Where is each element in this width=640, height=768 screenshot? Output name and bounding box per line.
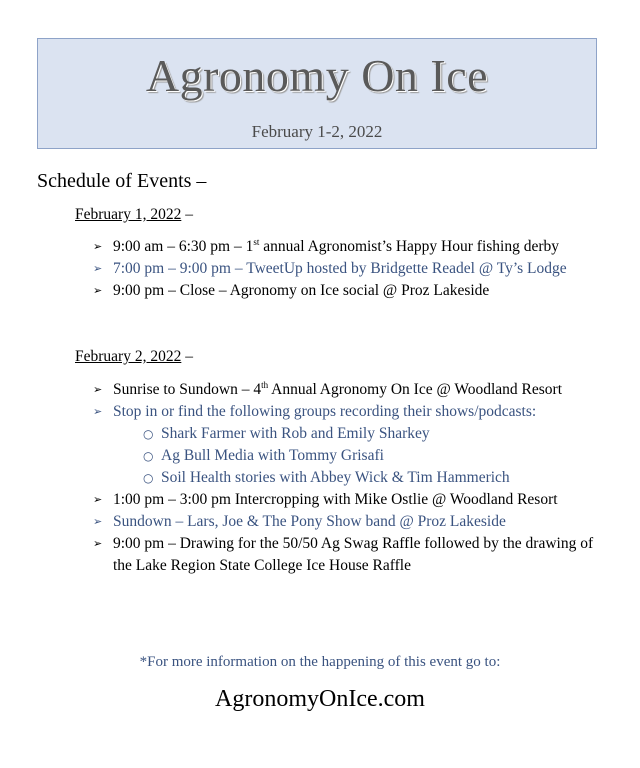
arrowhead-bullet-icon: ➢: [93, 240, 103, 253]
day-date-label: February 1, 2022: [75, 206, 182, 223]
day-dash: –: [181, 348, 193, 365]
list-item: ➢ 9:00 pm – Close – Agronomy on Ice social @ Proz Lakeside: [93, 280, 567, 302]
info-note: *For more information on the happening of this event go to:: [139, 654, 501, 670]
day-heading-feb-1: [75, 206, 193, 224]
list-item: ➢ 7:00 pm – 9:00 pm – TweetUp hosted by Bridgette Readel @ Ty’s Lodge: [93, 258, 567, 280]
list-item: ➢ 9:00 am – 6:30 pm – 1st annual Agronomist’s Happy Hour fishing derby: [93, 236, 567, 258]
day-date-label: February 2, 2022: [75, 348, 182, 365]
page-title: Agronomy On Ice: [145, 50, 489, 101]
list-item: ➢ Sunrise to Sundown – 4th Annual Agronomy On Ice @ Woodland Resort: [93, 379, 603, 401]
arrowhead-bullet-icon: ➢: [93, 262, 103, 275]
arrowhead-bullet-icon: ➢: [93, 405, 103, 418]
event-list-feb-2: [93, 379, 603, 577]
schedule-heading: Schedule of Events –: [37, 170, 207, 192]
day-heading-feb-2: [75, 348, 193, 366]
list-item: ○ Shark Farmer with Rob and Emily Sharkey: [143, 423, 603, 445]
list-item: ➢ Stop in or find the following groups recording their shows/podcasts: ○ Shark Farmer with Rob and Emily Sharkey ○ Ag Bull Media with Tommy Grisafi ○ Soil Health stories with Abbey Wick & Tim Hammerich: [93, 401, 603, 489]
podcast-sublist: [113, 423, 603, 489]
list-item: ➢ Sundown – Lars, Joe & The Pony Show band @ Proz Lakeside: [93, 511, 603, 533]
circle-bullet-icon: ○: [143, 449, 154, 463]
arrowhead-bullet-icon: ➢: [93, 383, 103, 396]
list-item: ○ Ag Bull Media with Tommy Grisafi: [143, 445, 603, 467]
header-box: [37, 38, 597, 149]
arrowhead-bullet-icon: ➢: [93, 493, 103, 506]
list-item: ○ Soil Health stories with Abbey Wick & Tim Hammerich: [143, 467, 603, 489]
website-link[interactable]: AgronomyOnIce.com: [215, 686, 425, 712]
arrowhead-bullet-icon: ➢: [93, 284, 103, 297]
circle-bullet-icon: ○: [143, 471, 154, 485]
event-date: February 1-2, 2022: [251, 122, 383, 141]
event-list-feb-1: [93, 236, 567, 302]
arrowhead-bullet-icon: ➢: [93, 537, 103, 550]
day-dash: –: [181, 206, 193, 223]
list-item: ➢ 9:00 pm – Drawing for the 50/50 Ag Swag Raffle followed by the drawing of the Lake Region State College Ice House Raffle: [93, 535, 594, 574]
circle-bullet-icon: ○: [143, 427, 154, 441]
arrowhead-bullet-icon: ➢: [93, 515, 103, 528]
list-item: ➢ 1:00 pm – 3:00 pm Intercropping with Mike Ostlie @ Woodland Resort: [93, 489, 603, 511]
